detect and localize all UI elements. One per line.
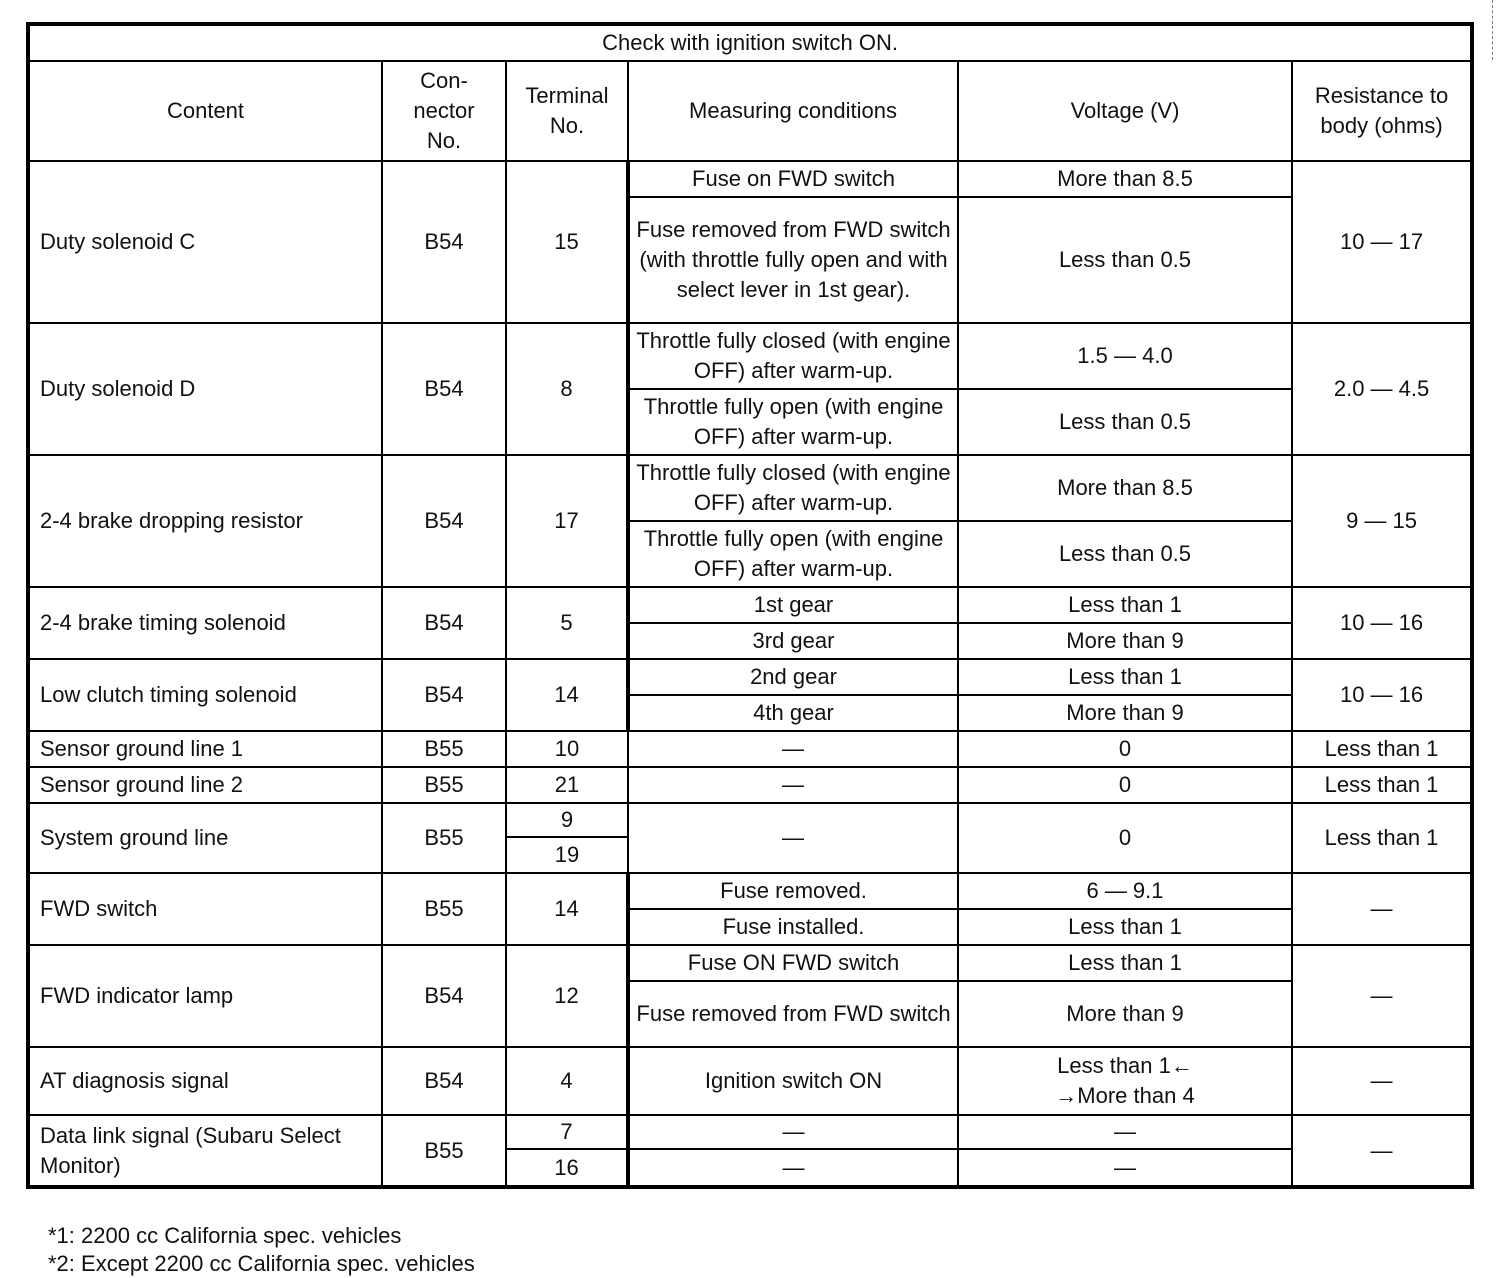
cell-connector: B54 <box>382 945 506 1047</box>
table-row <box>28 323 1472 389</box>
cell-content: Low clutch timing solenoid <box>28 659 382 731</box>
cell-condition: — <box>628 1115 958 1149</box>
cell-voltage: More than 9 <box>958 623 1292 659</box>
cell-resistance: 9 — 15 <box>1292 455 1472 587</box>
header-conditions: Measuring conditions <box>628 61 958 161</box>
cell-content: Duty solenoid C <box>28 161 382 323</box>
cell-connector: B55 <box>382 873 506 945</box>
cell-resistance: — <box>1292 945 1472 1047</box>
cell-content: Duty solenoid D <box>28 323 382 455</box>
header-voltage: Voltage (V) <box>958 61 1292 161</box>
cell-resistance: 2.0 — 4.5 <box>1292 323 1472 455</box>
cell-voltage: More than 9 <box>958 695 1292 731</box>
cell-condition: — <box>628 803 958 873</box>
table-row <box>28 945 1472 981</box>
cell-resistance: — <box>1292 1047 1472 1115</box>
cell-connector: B55 <box>382 803 506 873</box>
cell-connector: B54 <box>382 587 506 659</box>
cell-content: FWD switch <box>28 873 382 945</box>
cell-terminal: 9 <box>506 803 628 837</box>
table-row <box>28 587 1472 623</box>
footnote-2: *2: Except 2200 cc California spec. vehicles <box>48 1251 475 1276</box>
cell-content: FWD indicator lamp <box>28 945 382 1047</box>
cell-content: System ground line <box>28 803 382 873</box>
cell-voltage: 0 <box>958 767 1292 803</box>
cell-resistance: 10 — 16 <box>1292 659 1472 731</box>
cell-voltage: Less than 0.5 <box>958 197 1292 323</box>
cell-voltage: Less than 1 <box>958 587 1292 623</box>
cell-connector: B55 <box>382 1115 506 1187</box>
cell-voltage: Less than 0.5 <box>958 521 1292 587</box>
cell-condition: 4th gear <box>628 695 958 731</box>
cell-terminal: 15 <box>506 161 628 323</box>
cell-condition: Throttle fully open (with engine OFF) after warm-up. <box>628 389 958 455</box>
scan-edge-line <box>1492 0 1493 60</box>
cell-condition: Ignition switch ON <box>628 1047 958 1115</box>
cell-condition: Fuse installed. <box>628 909 958 945</box>
ignition-check-table <box>26 22 1474 1189</box>
header-resistance: Resistance to body (ohms) <box>1292 61 1472 161</box>
cell-terminal: 8 <box>506 323 628 455</box>
cell-voltage: Less than 1 <box>958 909 1292 945</box>
cell-voltage: 1.5 — 4.0 <box>958 323 1292 389</box>
footnote-1: *1: 2200 cc California spec. vehicles <box>48 1223 402 1248</box>
table-row <box>28 731 1472 767</box>
cell-condition: 1st gear <box>628 587 958 623</box>
cell-condition: Throttle fully open (with engine OFF) after warm-up. <box>628 521 958 587</box>
cell-condition: Throttle fully closed (with engine OFF) after warm-up. <box>628 455 958 521</box>
cell-condition: Fuse removed from FWD switch (with throttle fully open and with select lever in 1st gear). <box>628 197 958 323</box>
cell-voltage: Less than 1 <box>958 945 1292 981</box>
table-row <box>28 1047 1472 1115</box>
cell-content: 2-4 brake dropping resistor <box>28 455 382 587</box>
cell-condition: Throttle fully closed (with engine OFF) after warm-up. <box>628 323 958 389</box>
cell-voltage: 0 <box>958 731 1292 767</box>
cell-content: Data link signal (Subaru Select Monitor) <box>28 1115 382 1187</box>
cell-voltage: Less than 0.5 <box>958 389 1292 455</box>
cell-resistance: Less than 1 <box>1292 767 1472 803</box>
footnotes <box>48 1222 475 1278</box>
cell-terminal: 5 <box>506 587 628 659</box>
cell-condition: Fuse removed. <box>628 873 958 909</box>
cell-terminal: 14 <box>506 873 628 945</box>
table-body <box>28 161 1472 1187</box>
cell-terminal: 21 <box>506 767 628 803</box>
cell-terminal: 12 <box>506 945 628 1047</box>
cell-condition: Fuse removed from FWD switch <box>628 981 958 1047</box>
cell-terminal: 19 <box>506 837 628 873</box>
cell-condition: 2nd gear <box>628 659 958 695</box>
header-terminal: Terminal No. <box>506 61 628 161</box>
table-title: Check with ignition switch ON. <box>28 24 1472 61</box>
cell-connector: B54 <box>382 323 506 455</box>
cell-voltage: — <box>958 1115 1292 1149</box>
table-row <box>28 803 1472 837</box>
cell-connector: B55 <box>382 767 506 803</box>
table-row <box>28 1115 1472 1149</box>
cell-condition: Fuse ON FWD switch <box>628 945 958 981</box>
cell-condition: — <box>628 731 958 767</box>
cell-content: Sensor ground line 1 <box>28 731 382 767</box>
cell-condition: — <box>628 1149 958 1187</box>
cell-connector: B55 <box>382 731 506 767</box>
header-connector: Con- nector No. <box>382 61 506 161</box>
cell-voltage: 0 <box>958 803 1292 873</box>
cell-voltage: More than 8.5 <box>958 455 1292 521</box>
cell-voltage: More than 8.5 <box>958 161 1292 197</box>
cell-voltage: 6 — 9.1 <box>958 873 1292 909</box>
cell-condition: — <box>628 767 958 803</box>
cell-terminal: 10 <box>506 731 628 767</box>
cell-resistance: Less than 1 <box>1292 803 1472 873</box>
header-content: Content <box>28 61 382 161</box>
cell-voltage: Less than 1 <box>958 659 1292 695</box>
table-row <box>28 455 1472 521</box>
table-row <box>28 767 1472 803</box>
table-row <box>28 659 1472 695</box>
cell-terminal: 14 <box>506 659 628 731</box>
cell-resistance: 10 — 17 <box>1292 161 1472 323</box>
spec-sheet <box>26 22 1470 1276</box>
cell-terminal: 4 <box>506 1047 628 1115</box>
cell-content: AT diagnosis signal <box>28 1047 382 1115</box>
cell-terminal: 17 <box>506 455 628 587</box>
cell-connector: B54 <box>382 455 506 587</box>
cell-connector: B54 <box>382 659 506 731</box>
table-row <box>28 161 1472 197</box>
cell-voltage: — <box>958 1149 1292 1187</box>
cell-content: 2-4 brake timing solenoid <box>28 587 382 659</box>
cell-connector: B54 <box>382 161 506 323</box>
cell-terminal: 16 <box>506 1149 628 1187</box>
cell-terminal: 7 <box>506 1115 628 1149</box>
cell-resistance: 10 — 16 <box>1292 587 1472 659</box>
cell-voltage: Less than 1← →More than 4 <box>958 1047 1292 1115</box>
table-row <box>28 873 1472 909</box>
cell-resistance: — <box>1292 873 1472 945</box>
cell-voltage: More than 9 <box>958 981 1292 1047</box>
cell-resistance: Less than 1 <box>1292 731 1472 767</box>
cell-content: Sensor ground line 2 <box>28 767 382 803</box>
cell-condition: Fuse on FWD switch <box>628 161 958 197</box>
cell-connector: B54 <box>382 1047 506 1115</box>
cell-resistance: — <box>1292 1115 1472 1187</box>
cell-condition: 3rd gear <box>628 623 958 659</box>
